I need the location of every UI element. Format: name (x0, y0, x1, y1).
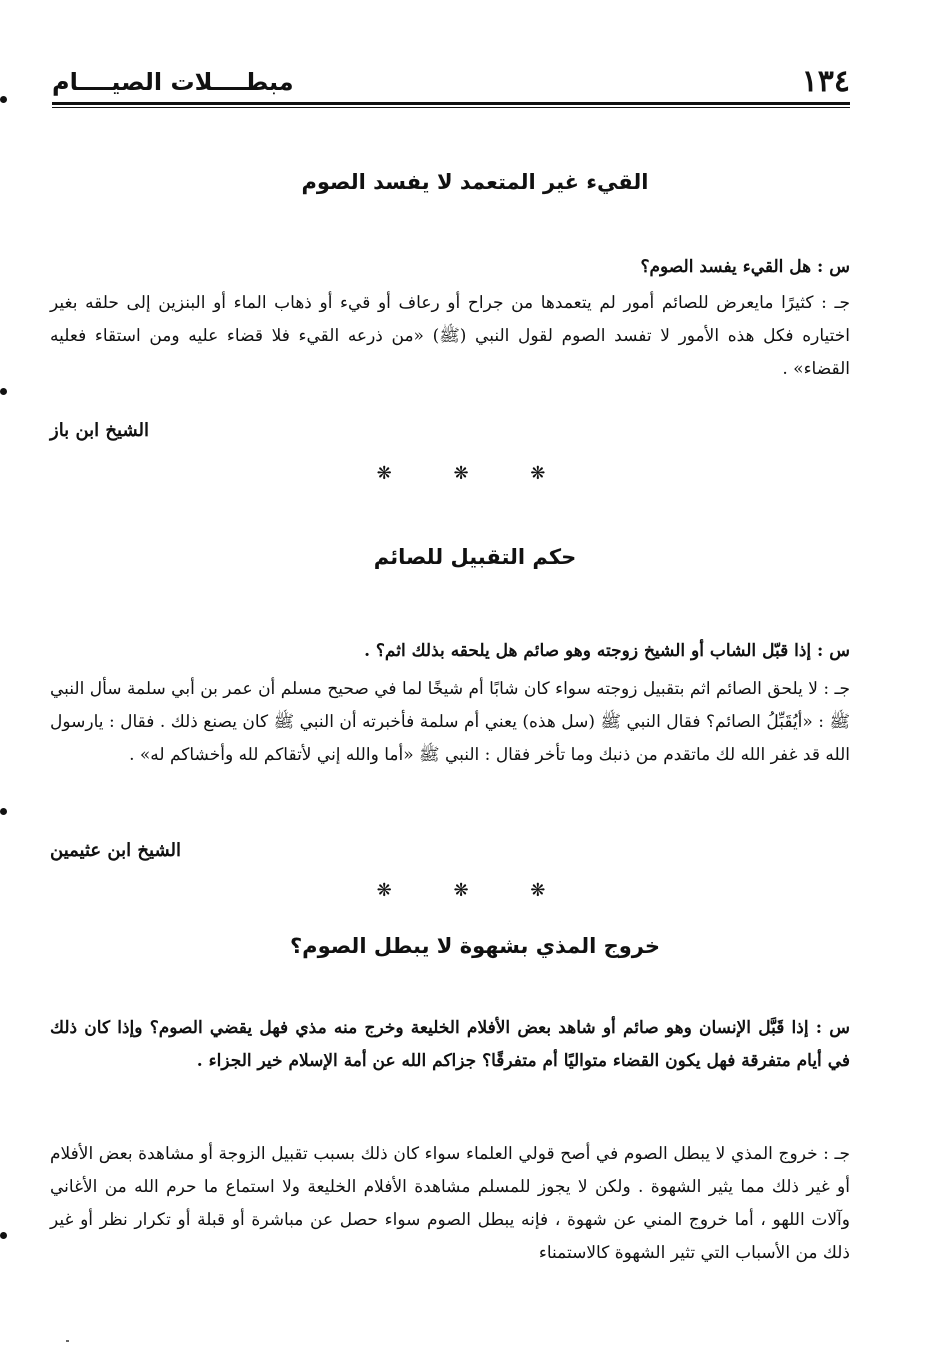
margin-mark (0, 1232, 7, 1239)
answer-1: جـ : كثيرًا مايعرض للصائم أمور لم يتعمدها من جراح أو رعاف أو قيء أو ذهاب الماء أو البنزين إلى حلقه بغير اختياره فكل هذه الأمور لا تفسد الصوم لقول النبي (ﷺ) «من ذرعه القيء فلا قضاء عليه ومن استقاء فعليه القضاء» . (50, 293, 850, 379)
section-heading-vomit: القيء غير المتعمد لا يفسد الصوم (301, 170, 649, 194)
margin-mark (0, 96, 7, 103)
section-heading-kissing: حكم التقبيل للصائم (373, 545, 577, 569)
separator-stars-1: ❋ ❋ ❋ (376, 463, 574, 484)
page-header (52, 64, 850, 104)
header-rule-thick (52, 102, 850, 105)
question-3: س : إذا قَبَّل الإنسان وهو صائم أو شاهد بعض الأفلام الخليعة وخرج منه مذي فهل يقضي الصوم؟ وإذا كان ذلك في أيام متفرقة فهل يكون القضاء متواليًا أم متفرقًا؟ جزاكم الله عن أمة الإسلام خير الجزاء . (50, 1018, 850, 1071)
signature-ibn-baz: الشيخ ابن باز (50, 420, 150, 441)
scan-speck (66, 1340, 69, 1342)
header-rule-thin (52, 107, 850, 108)
separator-stars-2: ❋ ❋ ❋ (376, 880, 574, 901)
answer-2: جـ : لا يلحق الصائم اثم بتقبيل زوجته سواء كان شابًا أم شيخًا لما في صحيح مسلم أن عمر بن أبي سلمة سأل النبي ﷺ : «أيُقَبِّلُ الصائم؟ فقال النبي ﷺ (سل هذه) يعني أم سلمة فأخبرته أن النبي ﷺ كان يصنع ذلك . فقال : يارسول الله قد غفر الله لك ماتقدم من ذنبك وما تأخر فقال : النبي ﷺ «أما والله إني لأتقاكم لله وأخشاكم له» . (50, 679, 850, 765)
signature-ibn-uthaymeen: الشيخ ابن عثيمين (50, 840, 181, 861)
question-2: س : إذا قبّل الشاب أو الشيخ زوجته وهو صائم هل يلحقه بذلك اثم؟ . (364, 641, 850, 661)
answer-3: جـ : خروج المذي لا يبطل الصوم في أصح قولي العلماء سواء كان ذلك بسبب تقبيل الزوجة أو مشاهدة بعض الأفلام أو غير ذلك مما يثير الشهوة . ولكن لا يجوز للمسلم مشاهدة الأفلام الخليعة ولا استماع ما حرم الله من الأغاني وآلات اللهو ، أما خروج المني عن شهوة ، فإنه يبطل الصوم سواء حصل عن مباشرة أو قبلة أو تكرار نظر أو غير ذلك من الأسباب التي تثير الشهوة كالاستمناء (50, 1144, 850, 1263)
page-number: ١٣٤ (801, 64, 850, 99)
margin-mark (0, 808, 7, 815)
question-1: س : هل القيء يفسد الصوم؟ (640, 257, 850, 277)
running-title: مبطــــلات الصيــــام (52, 68, 294, 96)
margin-mark (0, 388, 7, 395)
section-heading-madhy: خروج المذي بشهوة لا يبطل الصوم؟ (290, 934, 660, 958)
